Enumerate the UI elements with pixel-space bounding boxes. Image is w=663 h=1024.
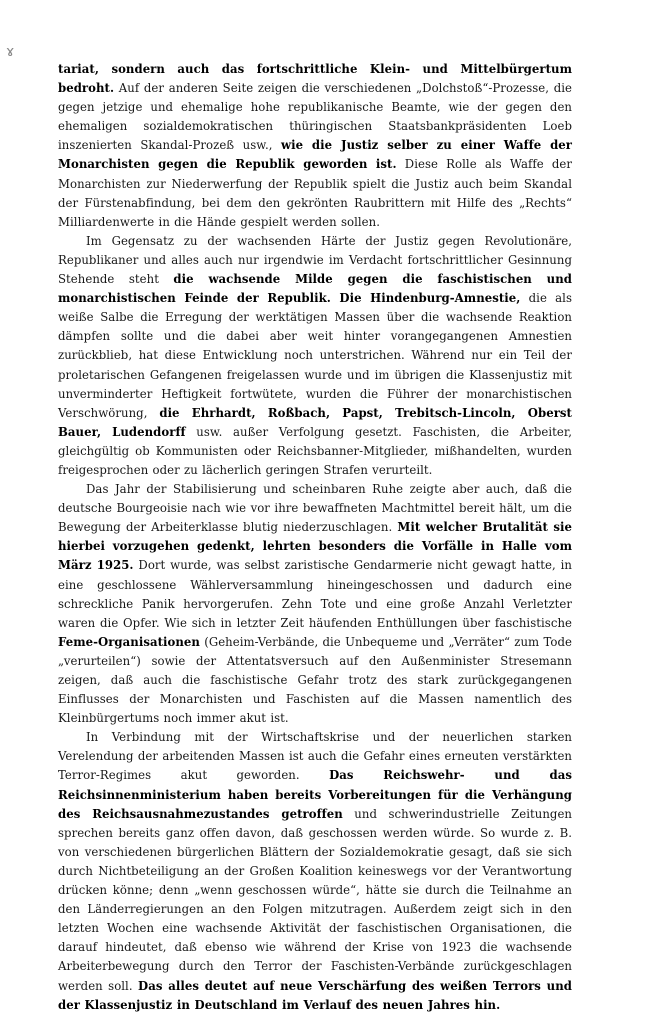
document-page [58,60,572,1015]
paragraph-2 [58,232,572,480]
body-text: Auf der anderen Seite zeigen die verschiedenen „Dolchstoß“-Prozesse, die gegen jetzige und ehemalige hohe republikanische Beamte, wie der gegen den ehemaligen sozialdemokratischen thüringischen Staatsbankpräsidenten Loeb inszenierten Skandal-Prozeß usw., [58,81,572,153]
body-text: und schwerindustrielle Zeitungen sprechen bereits ganz offen davon, daß geschossen werden würde. So wurde z. B. von verschiedenen bürgerlichen Blättern der Sozialdemokratie gesagt, daß sie sich durch Nichtbeteiligung an der Großen Koalition keineswegs vor der Verantwortung drücken könne; denn „wenn geschossen würde“, hätte sie durch die Teilnahme an den Länderregierungen an den Folgen mitzutragen. Außerdem zeigt sich in den letzten Wochen eine wachsende Aktivität der faschistischen Organisationen, die darauf hindeutet, daß ebenso wie während der Krise von 1923 die wachsende Arbeiterbewegung durch den Terror der Faschisten-Verbände zurückgeschlagen werden soll. [58,806,572,993]
body-text: (Geheim-Verbände, die Unbequeme und „Verräter“ zum Tode „verurteilen“) sowie der Attentatsversuch auf den Außenminister Stresemann zeigen, daß auch die faschistische Gefahr trotz des stark zurückgegangenen Einflusses der Monarchisten und Faschisten auf die Massen namentlich des Kleinbürgertums noch immer akut ist. [58,634,572,726]
paragraph-3 [58,480,572,728]
body-text: die als weiße Salbe die Erregung der werktätigen Massen über die wachsende Reaktion dämpfen sollte und die dabei aber weit hinter vorangegangenen Amnestien zurückblieb, hat diese Entwicklung noch unterstrichen. Während nur ein Teil der proletarischen Gefangenen freigelassen wurde und im übrigen die Klassenjustiz mit unverminderter Heftigkeit fortwütete, wurden die Führer der monarchistischen Verschwörung, [58,291,572,420]
margin-mark: ɤ [6,44,15,60]
paragraph-1 [58,60,572,232]
emphasis-text: Mit welcher Brutalität sie hierbei vorzugehen gedenkt, lehrten besonders die Vorfälle in Halle vom März 1925. [58,520,572,573]
emphasis-text: Feme-Organisationen [58,634,200,649]
emphasis-text: die Ehrhardt, Roßbach, Papst, Trebitsch-Lincoln, Oberst Bauer, Ludendorff [58,405,572,439]
emphasis-text: Das Reichswehr- und das Reichsinnenministerium haben bereits Vorbereitungen für die Verhängung des Reichsausnahmezustandes getroffen [58,768,572,821]
body-text: Im Gegensatz zu der wachsenden Härte der Justiz gegen Revolutionäre, Republikaner und alles auch nur irgendwie im Verdacht fortschrittlicher Gesinnung Stehende steht [58,233,572,287]
paragraph-4 [58,728,572,1014]
emphasis-text: Das alles deutet auf neue Verschärfung des weißen Terrors und der Klassenjustiz in Deutschland im Verlauf des neuen Jahres hin. [58,978,572,1012]
emphasis-text: tariat, sondern auch das fortschrittliche Klein- und Mittelbürgertum bedroht. [58,62,572,96]
body-text: usw. außer Verfolgung gesetzt. Faschisten, die Arbeiter, gleichgültig ob Kommunisten oder Reichsbanner-Mitglieder, mißhandelten, wurden freigesprochen oder zu lächerlich geringen Strafen verurteilt. [58,424,572,477]
emphasis-text: die wachsende Milde gegen die faschistischen und monarchistischen Feinde der Republik. Die Hindenburg-Amnestie, [58,272,572,306]
emphasis-text: wie die Justiz selber zu einer Waffe der Monarchisten gegen die Republik geworden ist. [58,138,572,172]
body-text: Dort wurde, was selbst zaristische Gendarmerie nicht gewagt hatte, in eine geschlossene Wählerversammlung hineingeschossen und dadurch eine schreckliche Panik hervorgerufen. Zehn Tote und eine große Anzahl Verletzter waren die Opfer. Wie sich in letzter Zeit häufenden Enthüllungen über faschistische [58,558,572,630]
body-text: Das Jahr der Stabilisierung und scheinbaren Ruhe zeigte aber auch, daß die deutsche Bourgeoisie nach wie vor ihre bewaffneten Machtmittel bereit hält, um die Bewegung der Arbeiterklasse blutig niederzuschlagen. [58,482,572,535]
body-text: Diese Rolle als Waffe der Monarchisten zur Niederwerfung der Republik spielt die Justiz auch beim Skandal der Fürstenabfindung, bei dem den gekrönten Raubrittern mit Hilfe des „Rechts“ Milliardenwerte in die Hände gespielt werden sollen. [58,157,573,229]
body-text: In Verbindung mit der Wirtschaftskrise und der neuerlichen starken Verelendung der arbeitenden Massen ist auch die Gefahr eines erneuten verstärkten Terror-Regimes akut geworden. [58,730,572,783]
